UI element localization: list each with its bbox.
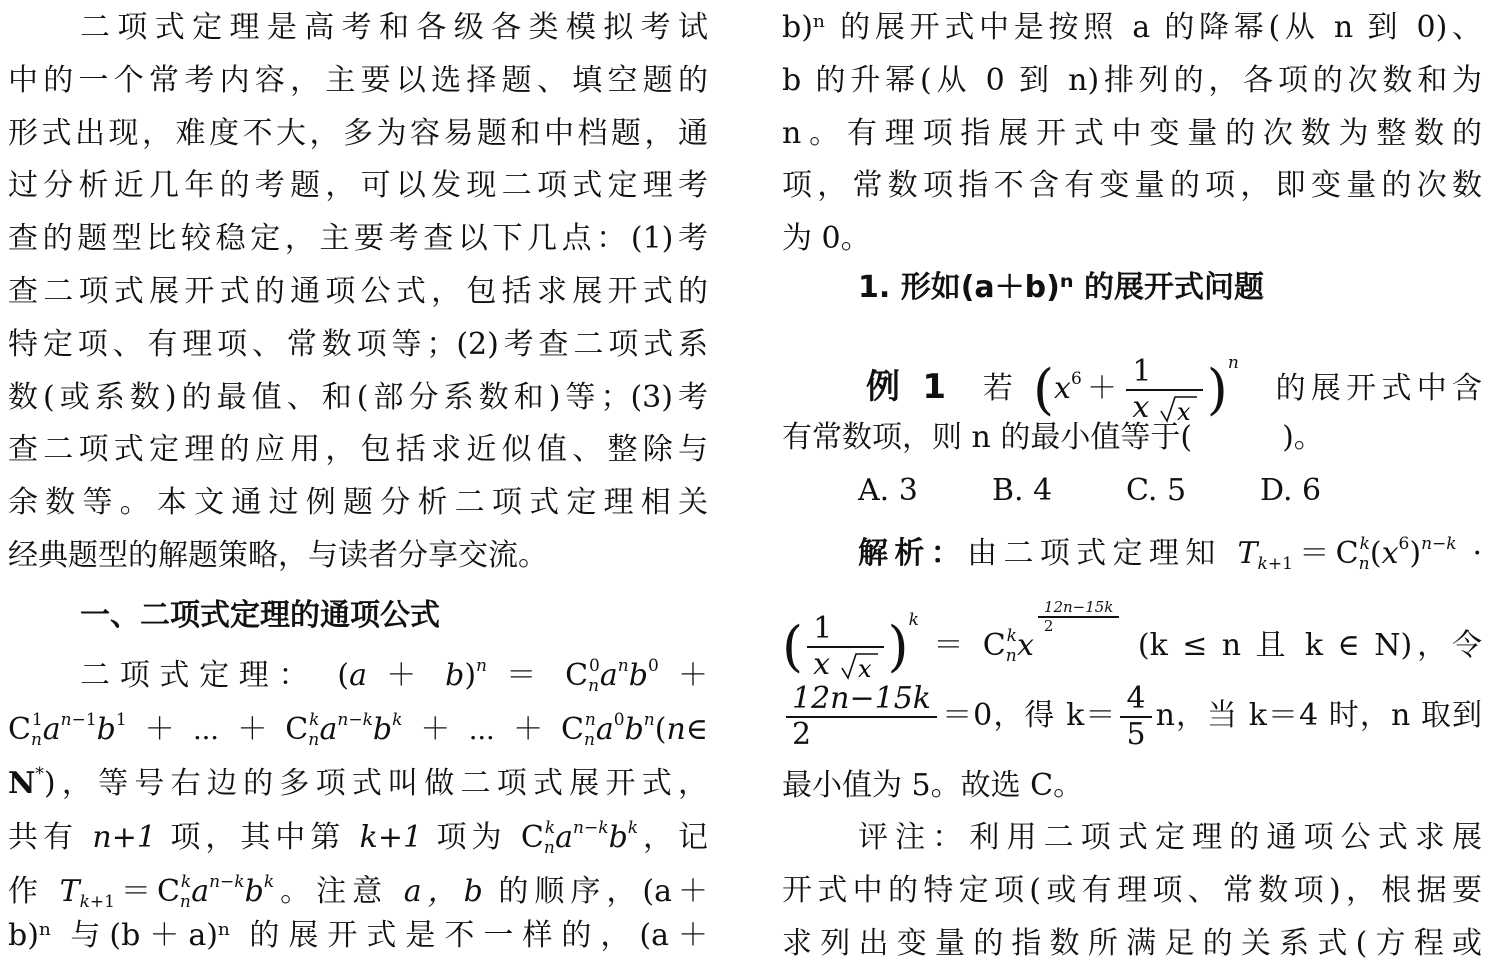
de-k: ，得 k＝: [992, 698, 1117, 733]
text-zuo: 作: [8, 874, 45, 909]
intro-line: 特定项、有理项、常数项等；(2)考查二项式系: [8, 326, 708, 362]
theorem-line-4: 共有 n+1 项，其中第 k+1 项为 $C_n^ka^{n-k}b^k$，记: [8, 818, 708, 858]
intro-line: 数(或系数)的最值、和(部分系数和)等；(3)考: [8, 379, 708, 415]
text-k-plus-1: k+1: [359, 820, 423, 855]
exp-den: 2: [1043, 617, 1054, 635]
jiexi-label: 解析：: [858, 536, 968, 571]
right-top-line: b 的升幂(从 0 到 n)排列的，各项的次数和为: [782, 62, 1482, 98]
intro-line: 查的题型比较稳定，主要考查以下几点：(1)考: [8, 221, 708, 257]
k-den: 5: [1126, 717, 1146, 752]
text-xiang-qizhong: 项，其中第: [170, 820, 346, 855]
eq-num: 12n−15k: [792, 680, 931, 716]
intro-line: 查二项式定理的应用，包括求近似值、整除与: [8, 432, 708, 468]
option-a: A. 3: [858, 473, 918, 508]
theorem-line-1: 二项式定理： $(a + b)^n = C_n^0a^nb^0$ ＋: [8, 640, 708, 692]
expansion-text: ，等号右边的多项式叫做二项式展开式，: [55, 766, 708, 801]
theorem-line-5: 作 $T_{k+1}=C_n^ka^{n-k}b^k$。注意 a，b 的顺序，(a＋: [8, 872, 708, 912]
pingzhu-line: 评注：利用二项式定理的通项公式求展: [858, 820, 1482, 855]
equation-line: $\frac{12n-15k}{2}$ ＝0，得 k＝ $\frac{4}{5}$ n，当 k＝4 时，n 取到: [782, 676, 1482, 756]
text-n-plus-1: n+1: [92, 820, 156, 855]
intro-line: 中的一个常考内容，主要以选择题、填空题的: [8, 62, 708, 98]
example-line: 例 1 若 ($x^6+$ 1 x x )$^n$ 的展开式中含: [782, 318, 1482, 408]
theorem-label: 二项式定理：: [80, 658, 319, 693]
example-tail: 的展开式中含: [1275, 371, 1482, 406]
options: [782, 465, 1500, 517]
example-label: 例 1: [866, 367, 947, 407]
pingzhu-line: 求列出变量的指数所满足的关系式(方程或: [782, 925, 1482, 961]
jiexi-text: 由二项式定理知: [967, 536, 1222, 571]
right-top-line: 项，常数项指不含有变量的项，即变量的次数: [782, 168, 1482, 204]
example-ruo: 若: [982, 371, 1019, 406]
right-top-line: n。有理项指展开式中变量的次数为整数的: [782, 115, 1482, 151]
sub-title: 1. 形如(a＋b)ⁿ 的展开式问题: [858, 270, 1264, 305]
option-d: D. 6: [1260, 473, 1322, 508]
text-zhuyi: 。注意: [274, 874, 389, 909]
intro-line: 经典题型的解题策略，与读者分享交流。: [8, 538, 548, 573]
theorem-line-6: b)ⁿ 与(b＋a)ⁿ 的展开式是不一样的，(a＋: [8, 918, 708, 953]
intro-line: 形式出现，难度不大，多为容易题和中档题，通: [8, 115, 708, 151]
right-top-line: b)ⁿ 的展开式中是按照 a 的降幂(从 n 到 0)、: [782, 10, 1482, 45]
text-xiang-wei: 项为: [436, 820, 507, 855]
eq-den: 2: [792, 717, 812, 752]
option-c: C. 5: [1126, 473, 1187, 508]
svg-text:x: x: [1176, 398, 1191, 425]
option-b: B. 4: [992, 473, 1053, 508]
exp-num: 12n−15k: [1043, 597, 1114, 616]
intro-line: 查二项式展开式的通项公式，包括求展开式的: [8, 274, 708, 309]
section-title: 一、二项式定理的通项公式: [80, 598, 440, 633]
pingzhu-line: 开式中的特定项(或有理项、常数项)，根据要: [782, 872, 1482, 908]
text-shunxu: 的顺序，(a＋: [498, 874, 708, 909]
text-ji: ，记: [638, 820, 708, 855]
text-gong-you: 共有: [8, 820, 78, 855]
theorem-line-3: N*)，等号右边的多项式叫做二项式展开式，: [8, 764, 708, 801]
frac-num: 1: [1126, 355, 1202, 392]
frac-den-x: x: [1132, 390, 1150, 425]
svg-text:x: x: [857, 655, 872, 682]
jiexi-line: 解析：由二项式定理知 $T_{k+1}=C_n^k(x^6)^{n-k}$ ·: [782, 518, 1482, 570]
intro-line: 二项式定理是高考和各级各类模拟考试: [80, 10, 708, 45]
min-line: 最小值为 5。故选 C。: [782, 768, 1084, 803]
example-line-2: 有常数项，则 n 的最小值等于( )。: [782, 420, 1324, 455]
intro-line: 余数等。本文通过例题分析二项式定理相关: [8, 485, 708, 521]
text-ab: a，b: [403, 874, 483, 909]
k-num: 4: [1120, 682, 1151, 719]
frac2-num: 1: [807, 612, 883, 649]
cond-text: (k ≤ n 且 k ∈ N)，令: [1137, 628, 1482, 663]
theorem-line-2: $C_n^1a^{n-1}b^1+\cdots+C_n^ka^{n-k}b^k+\cdots+C_n^na^0b^n(n\in$: [8, 710, 708, 750]
intro-line: 过分析近几年的考题，可以发现二项式定理考: [8, 168, 708, 204]
dang-text: n，当 k＝4 时，n 取到: [1155, 698, 1482, 733]
frac2-den-x: x: [813, 647, 830, 682]
right-top-line: 为 0。: [782, 221, 871, 257]
formula-line: ( 1 x x )$^k = C_n^kx$ $\frac{12n-15k}{2}$ (k ≤ n 且 k ∈ N)，令: [782, 597, 1482, 682]
